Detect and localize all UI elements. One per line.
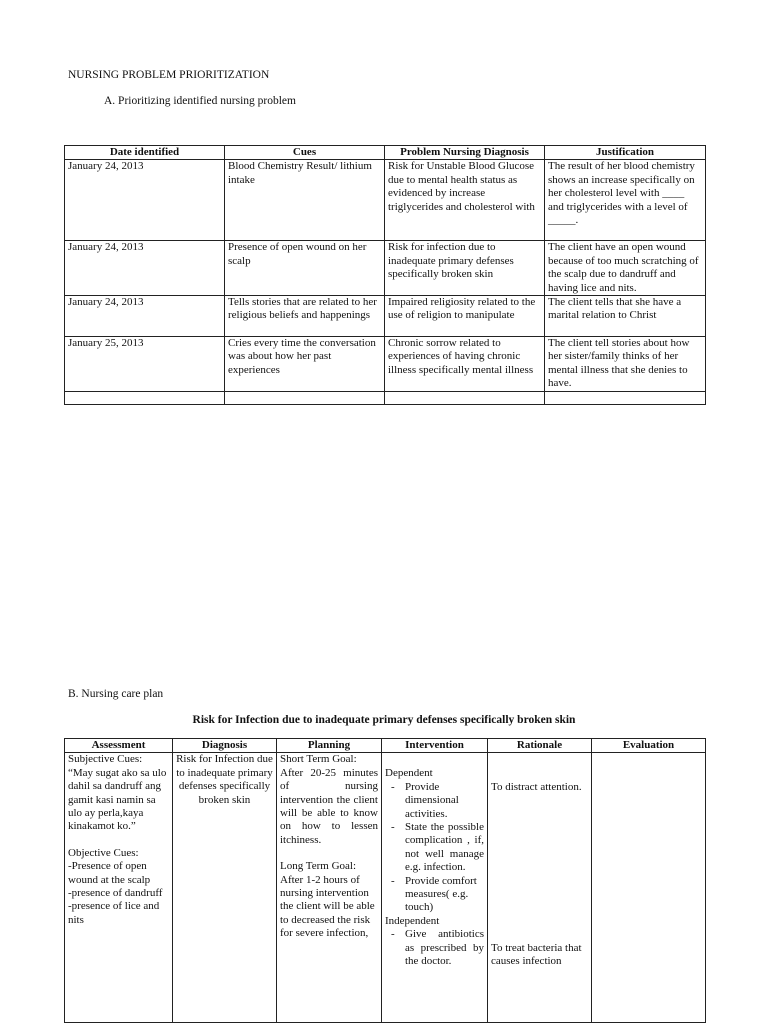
prioritization-table [64, 145, 706, 405]
header-assessment: Assessment [65, 739, 173, 753]
cell-date: January 25, 2013 [65, 337, 225, 392]
section-a-heading: A. Prioritizing identified nursing problem [104, 95, 296, 107]
cell-date: January 24, 2013 [65, 296, 225, 337]
dependent-label: Dependent [385, 767, 433, 780]
table-row [65, 753, 706, 1023]
list-item: - State the possible complication , if, not well manage e.g. infection. [385, 821, 484, 875]
cell-rationale [488, 753, 592, 1023]
care-plan-title: Risk for Infection due to inadequate primary defenses specifically broken skin [192, 714, 576, 726]
cell-justification: The client have an open wound because of too much scratching of the scalp due to dandruff and having lice and nits. [545, 241, 706, 296]
cell-empty [65, 391, 225, 404]
header-justification: Justification [545, 146, 706, 160]
cell-diagnosis: Chronic sorrow related to experiences of having chronic illness specifically mental illness [385, 337, 545, 392]
table-row [65, 241, 706, 296]
cell-date: January 24, 2013 [65, 160, 225, 241]
cell-cues: Tells stories that are related to her religious beliefs and happenings [225, 296, 385, 337]
objective-label: Objective Cues: [68, 846, 139, 859]
cell-date: January 24, 2013 [65, 241, 225, 296]
rationale-1: To distract attention. [491, 781, 582, 794]
cell-intervention [382, 753, 488, 1023]
cell-justification: The client tells that she have a marital relation to Christ [545, 296, 706, 337]
independent-list [385, 928, 484, 968]
independent-label: Independent [385, 914, 440, 927]
header-diagnosis: Problem Nursing Diagnosis [385, 146, 545, 160]
cell-cues: Cries every time the conversation was about how her past experiences [225, 337, 385, 392]
cell-planning [277, 753, 382, 1023]
section-b-heading: B. Nursing care plan [68, 688, 164, 700]
objective-item: -presence of lice and nits [68, 900, 160, 926]
long-term-label: Long Term Goal: [280, 860, 357, 873]
subjective-label: Subjective Cues: [68, 753, 143, 766]
table-header-row [65, 739, 706, 753]
table-row [65, 296, 706, 337]
document-title: NURSING PROBLEM PRIORITIZATION [68, 69, 270, 81]
cell-diagnosis: Risk for Unstable Blood Glucose due to mental health status as evidenced by increase triglycerides and cholesterol with [385, 160, 545, 241]
dependent-list [385, 781, 484, 915]
cell-evaluation [592, 753, 706, 1023]
cell-cues: Presence of open wound on her scalp [225, 241, 385, 296]
cell-diagnosis: Impaired religiosity related to the use of religion to manipulate [385, 296, 545, 337]
header-planning: Planning [277, 739, 382, 753]
cell-justification: The result of her blood chemistry shows an increase specifically on her cholesterol level with ____ and triglycerides with a level of _____. [545, 160, 706, 241]
objective-item: -presence of dandruff [68, 887, 163, 900]
rationale-2: To treat bacteria that causes infection [491, 941, 582, 968]
objective-item: -Presence of open wound at the scalp [68, 860, 151, 886]
short-term-text: After 20-25 minutes of nursing intervention the client will be able to know on how to lessen itchiness. [280, 766, 378, 846]
cell-empty [545, 391, 706, 404]
table-row [65, 337, 706, 392]
cell-assessment [65, 753, 173, 1023]
header-date: Date identified [65, 146, 225, 160]
short-term-label: Short Term Goal: [280, 753, 357, 766]
cell-cues: Blood Chemistry Result/ lithium intake [225, 160, 385, 241]
header-rationale: Rationale [488, 739, 592, 753]
header-diagnosis: Diagnosis [173, 739, 277, 753]
table-row-empty [65, 391, 706, 404]
table-header-row [65, 146, 706, 160]
cell-diagnosis: Risk for infection due to inadequate primary defenses specifically broken skin [385, 241, 545, 296]
cell-justification: The client tell stories about how her sister/family thinks of her mental illness that she denies to have. [545, 337, 706, 392]
table-row [65, 160, 706, 241]
list-item: - Give antibiotics as prescribed by the doctor. [385, 928, 484, 968]
subjective-quote: “May sugat ako sa ulo dahil sa dandruff ang gamit kasi namin sa ulo ay perla,kaya kinakamot ko.” [68, 766, 167, 833]
long-term-text: After 1-2 hours of nursing intervention the client will be able to decreased the risk for severe infection, [280, 873, 375, 940]
list-item: - Provide comfort measures( e.g. touch) [385, 875, 484, 915]
list-item: - Provide dimensional activities. [385, 781, 484, 821]
header-evaluation: Evaluation [592, 739, 706, 753]
header-intervention: Intervention [382, 739, 488, 753]
care-plan-table [64, 738, 706, 1023]
cell-diagnosis: Risk for Infection due to inadequate primary defenses specifically broken skin [173, 753, 277, 1023]
cell-empty [385, 391, 545, 404]
cell-empty [225, 391, 385, 404]
header-cues: Cues [225, 146, 385, 160]
